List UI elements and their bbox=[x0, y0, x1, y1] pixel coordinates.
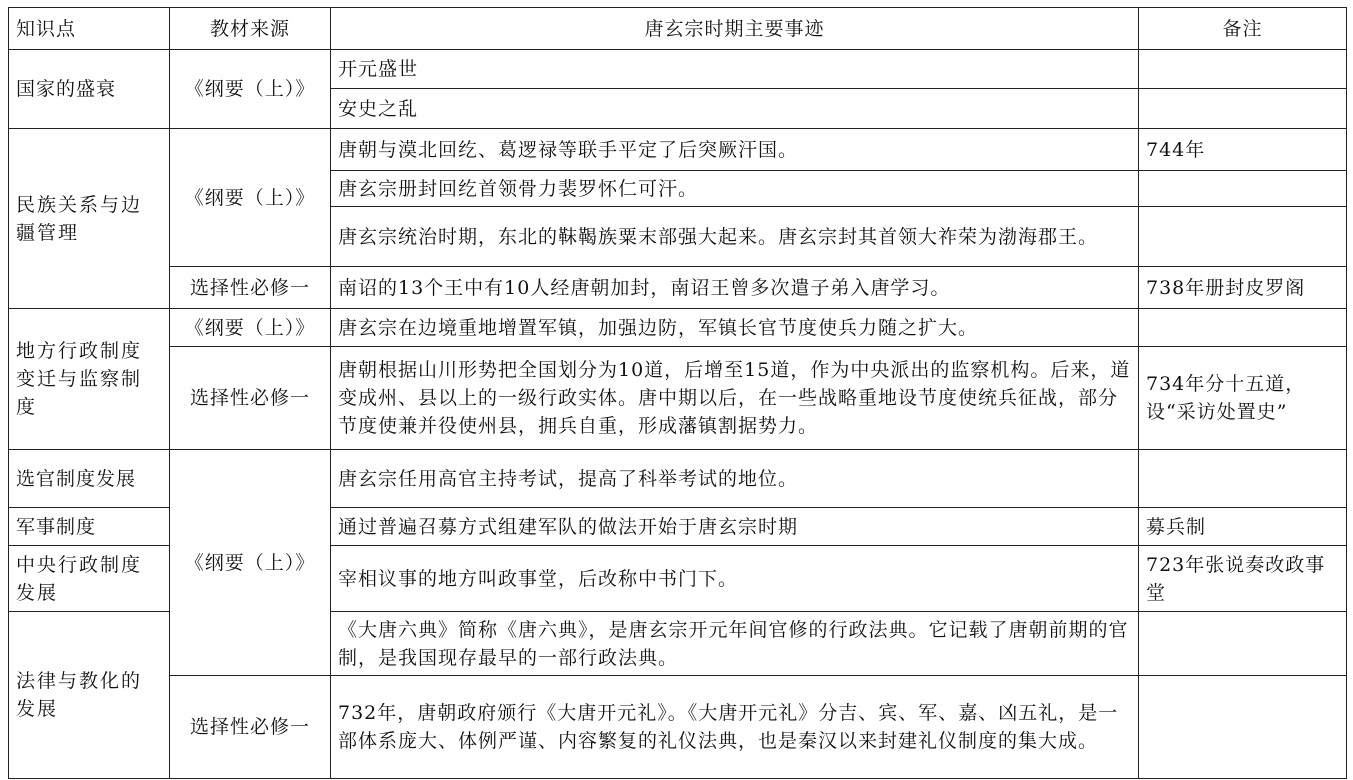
event-cell: 唐朝与漠北回纥、葛逻禄等联手平定了后突厥汗国。 bbox=[331, 129, 1139, 171]
note-cell bbox=[1139, 309, 1347, 347]
note-cell bbox=[1139, 612, 1347, 676]
event-cell: 开元盛世 bbox=[331, 50, 1139, 89]
header-row bbox=[9, 8, 1347, 50]
topic-official-selection: 选官制度发展 bbox=[9, 450, 170, 508]
header-textbook-source: 教材来源 bbox=[170, 8, 331, 50]
knowledge-table bbox=[8, 7, 1347, 779]
note-cell bbox=[1139, 676, 1347, 779]
topic-ethnic-relations: 民族关系与边疆管理 bbox=[9, 129, 170, 309]
note-cell bbox=[1139, 207, 1347, 267]
event-cell: 唐玄宗在边境重地增置军镇，加强边防，军镇长官节度使兵力随之扩大。 bbox=[331, 309, 1139, 347]
event-cell: 南诏的13个王中有10人经唐朝加封，南诏王曾多次遣子弟入唐学习。 bbox=[331, 267, 1139, 309]
note-cell bbox=[1139, 89, 1347, 129]
table-row bbox=[9, 129, 1347, 171]
event-cell: 宰相议事的地方叫政事堂，后改称中书门下。 bbox=[331, 546, 1139, 612]
table-row bbox=[9, 50, 1347, 89]
topic-central-admin: 中央行政制度发展 bbox=[9, 546, 170, 612]
note-cell: 募兵制 bbox=[1139, 508, 1347, 546]
header-knowledge-point: 知识点 bbox=[9, 8, 170, 50]
event-cell: 732年，唐朝政府颁行《大唐开元礼》。《大唐开元礼》分吉、宾、军、嘉、凶五礼，是一部体系庞大、体例严谨、内容繁复的礼仪法典，也是秦汉以来封建礼仪制度的集大成。 bbox=[331, 676, 1139, 779]
source-shared-main: 《纲要（上）》 bbox=[170, 450, 331, 676]
topic-rise-fall: 国家的盛衰 bbox=[9, 50, 170, 129]
table-row bbox=[9, 309, 1347, 347]
event-cell: 唐玄宗册封回纥首领骨力裴罗怀仁可汗。 bbox=[331, 171, 1139, 207]
source-law-elective: 选择性必修一 bbox=[170, 676, 331, 779]
event-cell: 安史之乱 bbox=[331, 89, 1139, 129]
note-cell: 734年分十五道，设“采访处置史” bbox=[1139, 347, 1347, 450]
source-local-main: 《纲要（上）》 bbox=[170, 309, 331, 347]
topic-military: 军事制度 bbox=[9, 508, 170, 546]
event-cell: 《大唐六典》简称《唐六典》，是唐玄宗开元年间官修的行政法典。它记载了唐朝前期的官制，是我国现存最早的一部行政法典。 bbox=[331, 612, 1139, 676]
table-row bbox=[9, 267, 1347, 309]
note-cell: 738年册封皮罗阁 bbox=[1139, 267, 1347, 309]
topic-law: 法律与教化的发展 bbox=[9, 612, 170, 779]
table-row bbox=[9, 450, 1347, 508]
source-local-elective: 选择性必修一 bbox=[170, 347, 331, 450]
event-cell: 唐玄宗统治时期，东北的靺鞨族粟末部强大起来。唐玄宗封其首领大祚荣为渤海郡王。 bbox=[331, 207, 1139, 267]
note-cell bbox=[1139, 50, 1347, 89]
note-cell bbox=[1139, 450, 1347, 508]
source-rise-fall: 《纲要（上）》 bbox=[170, 50, 331, 129]
header-main-events: 唐玄宗时期主要事迹 bbox=[331, 8, 1139, 50]
event-cell: 唐朝根据山川形势把全国划分为10道，后增至15道，作为中央派出的监察机构。后来，道变成州、县以上的一级行政实体。唐中期以后，在一些战略重地设节度使统兵征战，部分节度使兼并役使州县，拥兵自重，形成藩镇割据势力。 bbox=[331, 347, 1139, 450]
event-cell: 唐玄宗任用高官主持考试，提高了科举考试的地位。 bbox=[331, 450, 1139, 508]
note-cell: 744年 bbox=[1139, 129, 1347, 171]
event-cell: 通过普遍召募方式组建军队的做法开始于唐玄宗时期 bbox=[331, 508, 1139, 546]
table-row bbox=[9, 347, 1347, 450]
note-cell: 723年张说奏改政事堂 bbox=[1139, 546, 1347, 612]
table-row bbox=[9, 676, 1347, 779]
topic-local-admin: 地方行政制度变迁与监察制度 bbox=[9, 309, 170, 450]
source-ethnic-elective: 选择性必修一 bbox=[170, 267, 331, 309]
note-cell bbox=[1139, 171, 1347, 207]
header-notes: 备注 bbox=[1139, 8, 1347, 50]
source-ethnic-main: 《纲要（上）》 bbox=[170, 129, 331, 267]
